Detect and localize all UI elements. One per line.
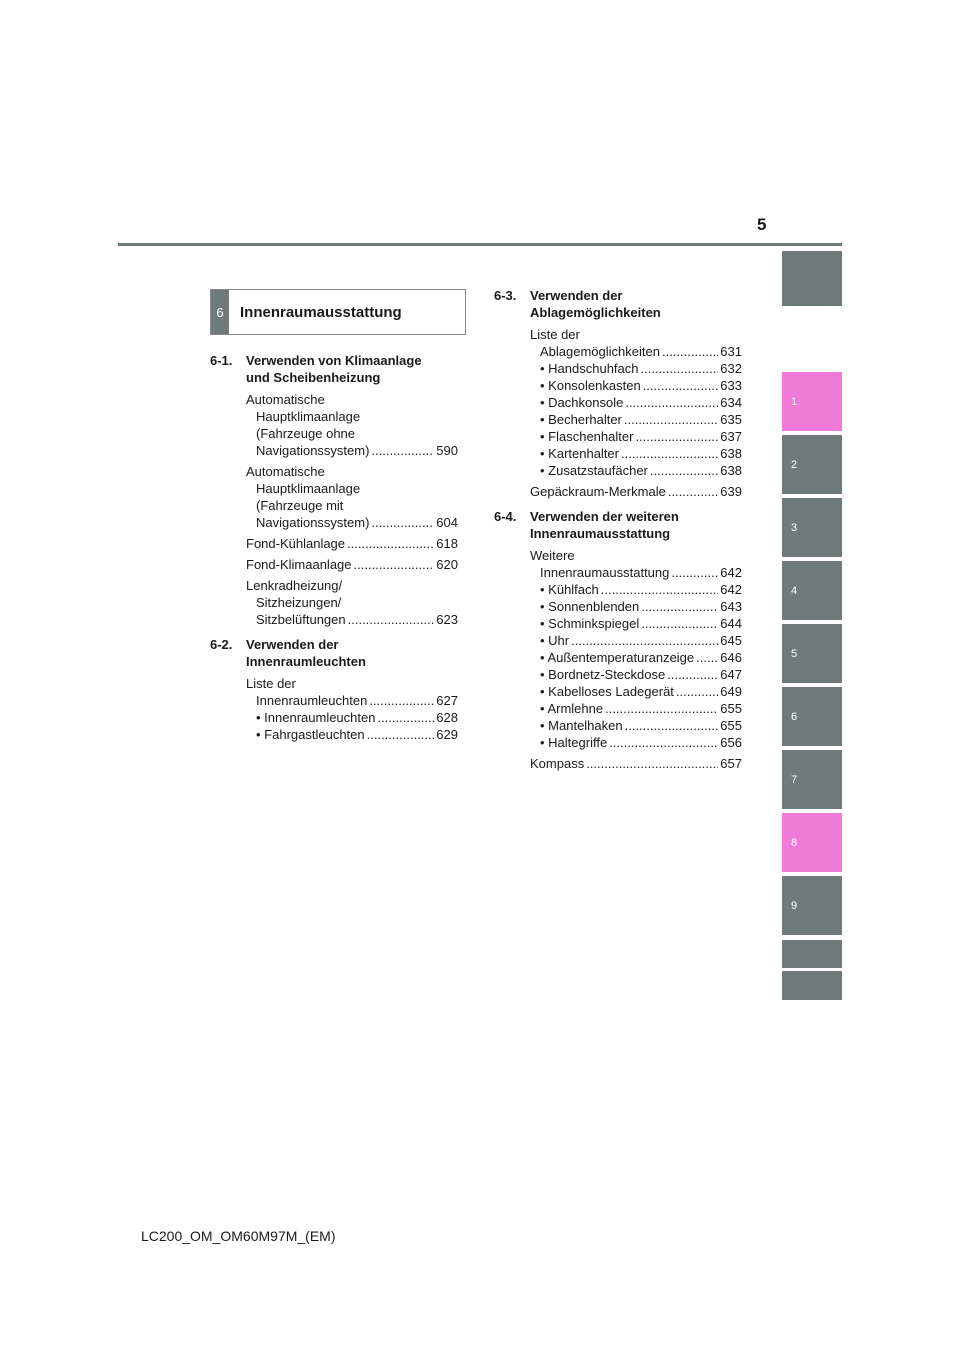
page-ref[interactable]: 623 (436, 612, 458, 627)
toc-section-heading (494, 287, 742, 321)
section-gap (210, 747, 458, 751)
toc-subentry-text: • Flaschenhalter (540, 429, 634, 444)
section-number-label: 6-3. (494, 288, 517, 303)
page-ref[interactable]: 629 (436, 727, 458, 742)
toc-subentry-text: • Dachkonsole (540, 395, 624, 410)
section-number-label: 6-2. (210, 637, 233, 652)
toc-entry-row (530, 755, 742, 772)
section-number: 6 (211, 290, 229, 334)
toc-subentry[interactable] (530, 632, 742, 649)
toc-entry-line: Weitere (530, 548, 575, 563)
toc-subentry-text: • Fahrgastleuchten (256, 727, 365, 742)
toc-entry-line: Sitzheizungen/ (256, 595, 342, 610)
chapter-tabs (782, 0, 842, 1358)
dot-leader (635, 428, 718, 445)
dot-leader (667, 666, 718, 683)
section-heading-line: und Scheibenheizung (246, 370, 381, 385)
section-heading-line: Innenraumleuchten (246, 654, 366, 669)
chapter-tab-9[interactable] (782, 876, 842, 935)
toc-subentry[interactable] (530, 717, 742, 734)
toc-entry-line: Liste der (530, 327, 580, 342)
toc-subentry-text: • Sonnenblenden (540, 599, 640, 614)
dot-leader (586, 755, 718, 772)
toc-entry-row (246, 442, 458, 459)
toc-entry-text: Sitzbelüftungen (256, 612, 346, 627)
page-ref[interactable]: 631 (720, 344, 742, 359)
dot-leader (354, 556, 435, 573)
toc-subentry[interactable] (530, 462, 742, 479)
page-ref[interactable]: 644 (720, 616, 742, 631)
page-ref[interactable]: 637 (720, 429, 742, 444)
toc-subentry[interactable] (530, 615, 742, 632)
chapter-tab-label: 3 (791, 521, 798, 534)
toc-subentry[interactable] (530, 581, 742, 598)
toc-section-heading (210, 352, 458, 386)
chapter-tab-label: 2 (791, 458, 798, 471)
toc-entry[interactable] (246, 463, 458, 531)
chapter-tab-5[interactable] (782, 624, 842, 683)
dot-leader (641, 360, 719, 377)
dot-leader (696, 649, 718, 666)
toc-subentry-text: • Kartenhalter (540, 446, 619, 461)
page-ref[interactable]: 634 (720, 395, 742, 410)
chapter-tab-8[interactable] (782, 813, 842, 872)
toc-entry-text: Navigationssystem) (256, 515, 370, 530)
toc-subentry-text: • Innenraumleuchten (256, 710, 376, 725)
chapter-tab-label: 8 (791, 836, 798, 849)
toc-subentry-text: • Handschuhfach (540, 361, 639, 376)
toc-entry[interactable] (246, 556, 458, 573)
toc-subentry-text: • Schminkspiegel (540, 616, 640, 631)
dot-leader (641, 598, 718, 615)
dot-leader (601, 581, 719, 598)
dot-leader (641, 615, 718, 632)
toc-subentry[interactable] (530, 360, 742, 377)
toc-entry-row (246, 535, 458, 552)
dot-leader (377, 709, 434, 726)
toc-subentry[interactable] (530, 428, 742, 445)
toc-left-column (210, 352, 458, 751)
toc-subentry-text: • Zusatzstaufächer (540, 463, 648, 478)
toc-subentry-text: • Bordnetz-Steckdose (540, 667, 666, 682)
toc-subentry[interactable] (246, 726, 458, 743)
toc-entry-text: Fond-Kühlanlage (246, 536, 346, 551)
page-ref[interactable]: 638 (720, 446, 742, 461)
chapter-tab-2[interactable] (782, 435, 842, 494)
section-gap (494, 776, 742, 780)
toc-entry-line: Liste der (246, 676, 296, 691)
toc-entry-text: Navigationssystem) (256, 443, 370, 458)
chapter-tab-7[interactable] (782, 750, 842, 809)
toc-subentry-text: • Becherhalter (540, 412, 622, 427)
toc-entry[interactable] (246, 535, 458, 552)
page-ref[interactable]: 645 (720, 633, 742, 648)
toc-entry-line: Hauptklimaanlage (256, 409, 361, 424)
dot-leader (668, 483, 718, 500)
toc-entry-row (246, 692, 458, 709)
toc-subentry[interactable] (530, 411, 742, 428)
toc-subentry[interactable] (530, 683, 742, 700)
dot-leader (371, 514, 434, 531)
toc-entry[interactable] (246, 577, 458, 628)
toc-subentry[interactable] (530, 394, 742, 411)
page-number: 5 (757, 215, 767, 234)
section-number-label: 6-1. (210, 353, 233, 368)
toc-entry-text: Innenraumausstattung (540, 565, 670, 580)
chapter-tab-label: 7 (791, 773, 798, 786)
toc-subentry[interactable] (530, 666, 742, 683)
chapter-tab-label: 5 (791, 647, 798, 660)
toc-entry-row (246, 514, 458, 531)
chapter-tab-blank[interactable] (782, 971, 842, 1000)
chapter-tab-label: 1 (791, 395, 798, 408)
page-ref[interactable]: 635 (720, 412, 742, 427)
dot-leader (650, 462, 718, 479)
toc-entry[interactable] (530, 326, 742, 479)
toc-entry-line: Automatische (246, 464, 325, 479)
dot-leader (625, 717, 719, 734)
chapter-tab-label: 4 (791, 584, 798, 597)
section-heading-line: Ablagemöglichkeiten (530, 305, 661, 320)
dot-leader (347, 535, 434, 552)
toc-entry-text: Fond-Klimaanlage (246, 557, 352, 572)
toc-entry-line: Hauptklimaanlage (256, 481, 361, 496)
dot-leader (643, 377, 719, 394)
dot-leader (625, 394, 718, 411)
toc-entry-text: Gepäckraum-Merkmale (530, 484, 666, 499)
dot-leader (662, 343, 718, 360)
page-ref[interactable]: 627 (436, 693, 458, 708)
toc-subentry[interactable] (530, 377, 742, 394)
toc-entry[interactable] (530, 483, 742, 500)
toc-right-column (494, 287, 742, 780)
toc-entry-line: (Fahrzeuge ohne (256, 426, 356, 441)
toc-subentry-text: • Uhr (540, 633, 570, 648)
toc-entry-row (246, 611, 458, 628)
toc-subentry-text: • Mantelhaken (540, 718, 623, 733)
toc-subentry[interactable] (530, 734, 742, 751)
dot-leader (621, 445, 718, 462)
dot-leader (671, 564, 718, 581)
section-heading-line: Verwenden der (530, 288, 623, 303)
page-ref[interactable]: 647 (720, 667, 742, 682)
section-heading-line: Verwenden der weiteren (530, 509, 679, 524)
page-ref[interactable]: 656 (720, 735, 742, 750)
toc-entry-line: Automatische (246, 392, 325, 407)
toc-subentry[interactable] (530, 649, 742, 666)
toc-subentry-text: • Konsolenkasten (540, 378, 641, 393)
section-header (210, 289, 466, 335)
toc-entry-row (530, 564, 742, 581)
dot-leader (609, 734, 718, 751)
page-ref[interactable]: 642 (720, 565, 742, 580)
page-ref[interactable]: 655 (720, 701, 742, 716)
toc-subentry-text: • Außentemperaturanzeige (540, 650, 695, 665)
top-rule (118, 243, 842, 246)
page-ref[interactable]: 628 (436, 710, 458, 725)
toc-entry-text: Ablagemöglichkeiten (540, 344, 660, 359)
toc-entry-line: Lenkradheizung/ (246, 578, 343, 593)
dot-leader (348, 611, 435, 628)
chapter-tab-label: 9 (791, 899, 798, 912)
dot-leader (571, 632, 718, 649)
page-ref[interactable]: 639 (720, 484, 742, 499)
page-ref[interactable]: 620 (436, 557, 458, 572)
page-ref[interactable]: 657 (720, 756, 742, 771)
toc-subentry[interactable] (530, 445, 742, 462)
toc-entry[interactable] (530, 547, 742, 751)
toc-subentry-text: • Kühlfach (540, 582, 599, 597)
page-ref[interactable]: 590 (436, 443, 458, 458)
page-ref[interactable]: 638 (720, 463, 742, 478)
toc-entry[interactable] (246, 391, 458, 459)
toc-subentry[interactable] (246, 709, 458, 726)
toc-subentry[interactable] (530, 598, 742, 615)
toc-entry-row (246, 556, 458, 573)
chapter-tab-4[interactable] (782, 561, 842, 620)
page-ref[interactable]: 632 (720, 361, 742, 376)
toc-subentry[interactable] (530, 700, 742, 717)
dot-leader (676, 683, 718, 700)
dot-leader (624, 411, 718, 428)
toc-entry-text: Kompass (530, 756, 585, 771)
toc-entry-line: (Fahrzeuge mit (256, 498, 344, 513)
toc-entry-row (530, 343, 742, 360)
chapter-tab-1[interactable] (782, 372, 842, 431)
dot-leader (371, 442, 434, 459)
page-ref[interactable]: 646 (720, 650, 742, 665)
toc-entry[interactable] (530, 755, 742, 772)
section-heading-line: Verwenden von Klimaanlage (246, 353, 422, 368)
dot-leader (369, 692, 434, 709)
toc-entry[interactable] (246, 675, 458, 743)
toc-section-heading (210, 636, 458, 670)
page-ref[interactable]: 643 (720, 599, 742, 614)
dot-leader (367, 726, 435, 743)
chapter-tab-label: 6 (791, 710, 798, 723)
page-ref[interactable]: 618 (436, 536, 458, 551)
page-ref[interactable]: 633 (720, 378, 742, 393)
toc-entry-row (530, 483, 742, 500)
chapter-tab-blank[interactable] (782, 251, 842, 306)
dot-leader (605, 700, 718, 717)
chapter-tab-3[interactable] (782, 498, 842, 557)
chapter-tab-blank[interactable] (782, 940, 842, 968)
page-ref[interactable]: 642 (720, 582, 742, 597)
toc-section-heading (494, 508, 742, 542)
page-ref[interactable]: 649 (720, 684, 742, 699)
toc-subentry-text: • Armlehne (540, 701, 604, 716)
section-heading-line: Verwenden der (246, 637, 339, 652)
section-number-label: 6-4. (494, 509, 517, 524)
toc-subentry-text: • Haltegriffe (540, 735, 608, 750)
page-ref[interactable]: 655 (720, 718, 742, 733)
toc-subentry-text: • Kabelloses Ladegerät (540, 684, 674, 699)
chapter-tab-6[interactable] (782, 687, 842, 746)
page-ref[interactable]: 604 (436, 515, 458, 530)
document-code: LC200_OM_OM60M97M_(EM) (141, 1228, 336, 1244)
section-heading-line: Innenraumausstattung (530, 526, 671, 541)
section-title: Innenraumausstattung (240, 303, 402, 321)
toc-entry-text: Innenraumleuchten (256, 693, 368, 708)
